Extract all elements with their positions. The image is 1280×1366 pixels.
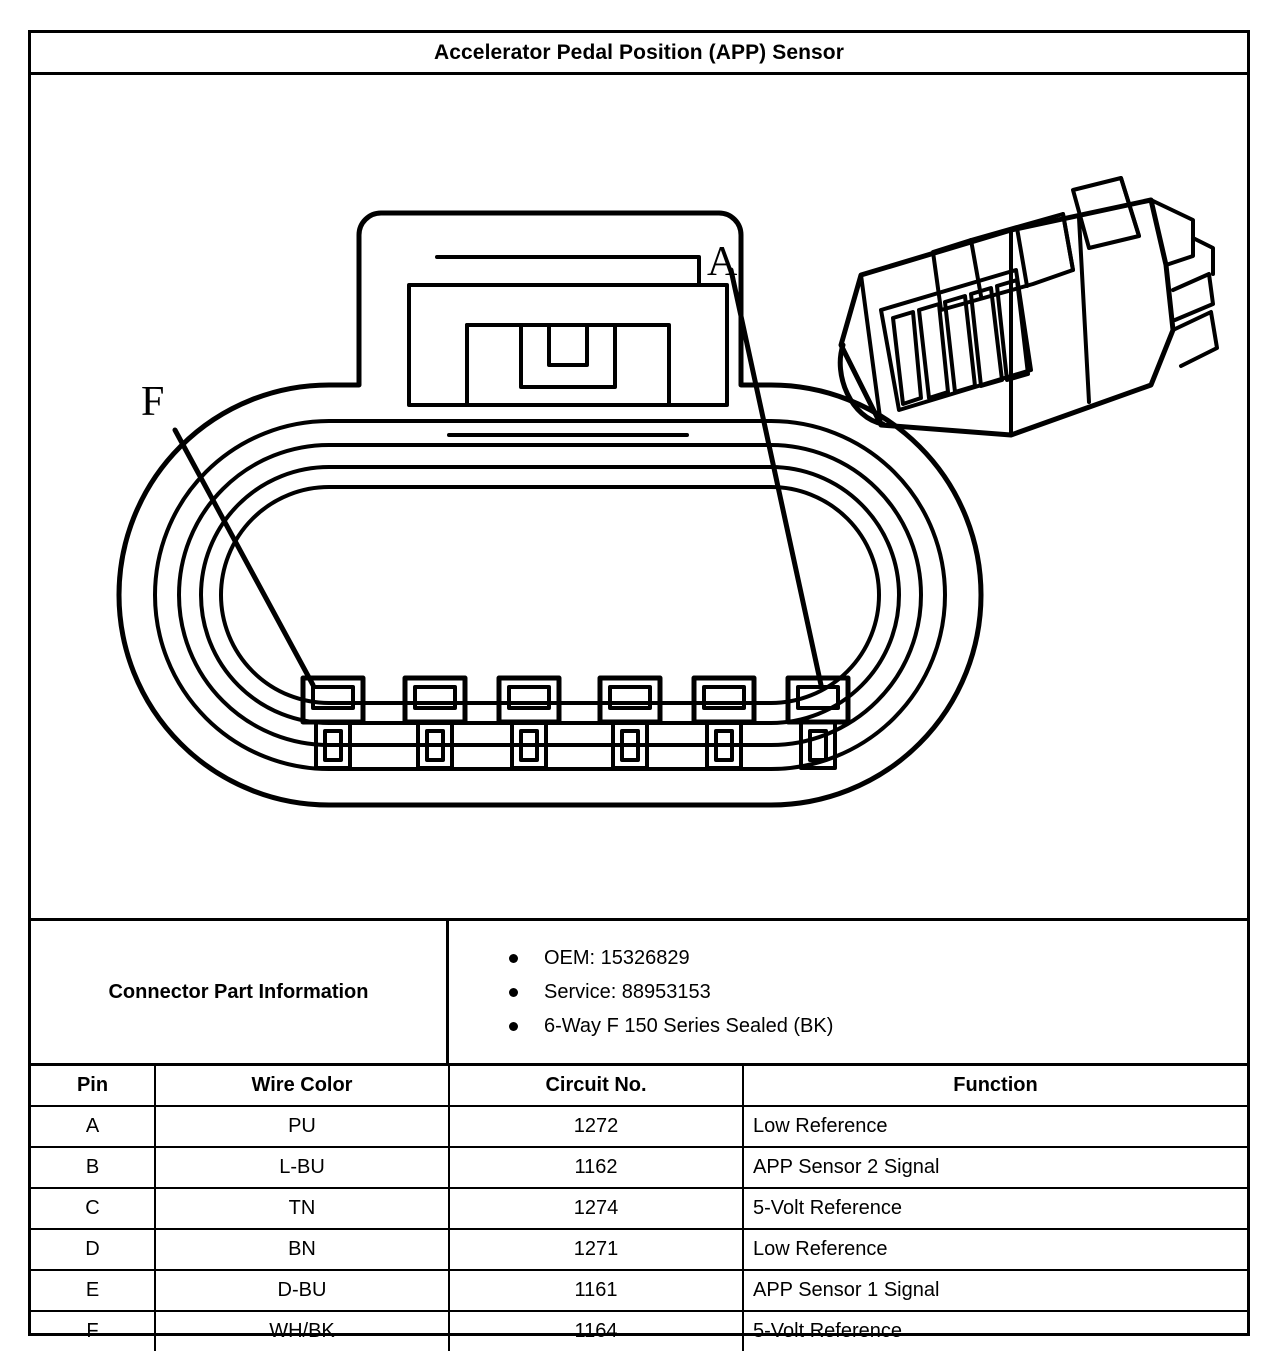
- cell-wire-color: TN: [155, 1188, 449, 1229]
- cell-circuit: 1164: [449, 1311, 743, 1351]
- leader-line-f: [175, 430, 313, 685]
- connector-illustration: [31, 75, 1247, 918]
- part-info-service: Service: 88953153: [544, 980, 711, 1003]
- column-header-function: Function: [743, 1066, 1247, 1106]
- cell-function: APP Sensor 1 Signal: [743, 1270, 1247, 1311]
- cell-circuit: 1271: [449, 1229, 743, 1270]
- table-row: [31, 1147, 1247, 1188]
- table-header-row: [31, 1066, 1247, 1106]
- list-item: [509, 975, 1247, 1009]
- cell-pin: A: [31, 1106, 155, 1147]
- table-row: [31, 1311, 1247, 1351]
- table-row: [31, 1106, 1247, 1147]
- pin-table: [31, 1066, 1247, 1351]
- page-title: Accelerator Pedal Position (APP) Sensor: [433, 40, 845, 64]
- cell-wire-color: L-BU: [155, 1147, 449, 1188]
- cell-circuit: 1274: [449, 1188, 743, 1229]
- cell-wire-color: PU: [155, 1106, 449, 1147]
- cell-pin: D: [31, 1229, 155, 1270]
- connector-part-information: [31, 921, 1247, 1066]
- list-item: [509, 1009, 1247, 1043]
- cell-pin: B: [31, 1147, 155, 1188]
- cell-circuit: 1272: [449, 1106, 743, 1147]
- part-info-oem: OEM: 15326829: [544, 946, 690, 969]
- table-row: [31, 1270, 1247, 1311]
- diagram-sheet: [28, 30, 1250, 1342]
- part-info-list: [449, 921, 1247, 1063]
- part-info-label: Connector Part Information: [31, 921, 449, 1063]
- cell-function: APP Sensor 2 Signal: [743, 1147, 1247, 1188]
- cell-wire-color: WH/BK: [155, 1311, 449, 1351]
- cell-wire-color: BN: [155, 1229, 449, 1270]
- cell-pin: E: [31, 1270, 155, 1311]
- bullet-icon: [509, 954, 518, 963]
- callout-a-label: A: [707, 239, 738, 285]
- column-header-circuit-no: Circuit No.: [449, 1066, 743, 1106]
- table-row: [31, 1188, 1247, 1229]
- sheet-title-bar: [31, 33, 1247, 75]
- cell-pin: F: [31, 1311, 155, 1351]
- table-row: [31, 1229, 1247, 1270]
- callout-f-label: F: [141, 379, 165, 425]
- part-info-description: 6-Way F 150 Series Sealed (BK): [544, 1014, 834, 1037]
- cell-wire-color: D-BU: [155, 1270, 449, 1311]
- bullet-icon: [509, 988, 518, 997]
- column-header-pin: Pin: [31, 1066, 155, 1106]
- cell-pin: C: [31, 1188, 155, 1229]
- cell-function: Low Reference: [743, 1106, 1247, 1147]
- cell-circuit: 1161: [449, 1270, 743, 1311]
- column-header-wire-color: Wire Color: [155, 1066, 449, 1106]
- cell-circuit: 1162: [449, 1147, 743, 1188]
- leader-line-a: [731, 270, 821, 685]
- cell-function: 5-Volt Reference: [743, 1311, 1247, 1351]
- cell-function: Low Reference: [743, 1229, 1247, 1270]
- bullet-icon: [509, 1022, 518, 1031]
- cell-function: 5-Volt Reference: [743, 1188, 1247, 1229]
- connector-drawing: [31, 75, 1247, 921]
- list-item: [509, 941, 1247, 975]
